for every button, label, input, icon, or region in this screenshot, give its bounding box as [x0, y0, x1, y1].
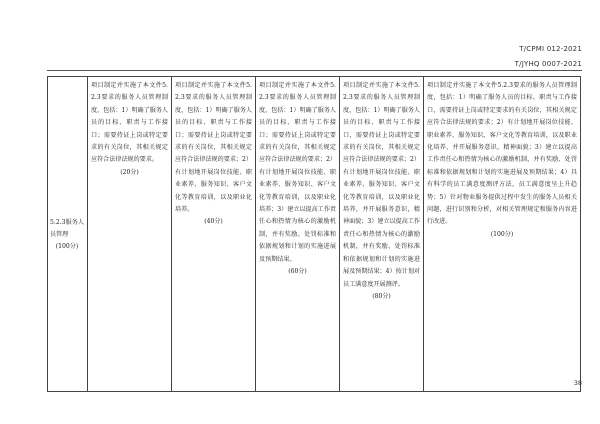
- scoring-table: [47, 76, 581, 392]
- page-number: 38: [573, 379, 582, 387]
- standard-number-jyhq: T/JYHQ 0007-2021: [514, 60, 582, 68]
- level-5-text: 项目制定并实施了本文件5.2.3要求的服务人员管理制度，包括：1）明确了服务人员的目标、职责与工作接口，需要持证上岗或特定要求的有关岗位，其相关规定应符合法律法规的要求；2）有计划地开展岗位技能、职业素养、服务知识、客户文化等教育培训，以及职业化培养，并开展服务意识，精神面貌；3）建立以提高工作责任心和热情为核心的激励机制，并有奖励、处罚标准和依据规划和计划的实施进展及预期结果；4）具有科学的员工满意度测评方法，员工满意度呈上升趋势；5）针对物业服务提供过程中发生的服务人员相关问题，进行识别和分析，对相关管理规定和服务内容进行改进。: [427, 82, 577, 226]
- item-score: (100分): [55, 242, 79, 250]
- level-1-text: 项目制定并实施了本文件5.2.3要求的服务人员管理制度，包括：1）明确了服务人员的目标、职责与工作接口；需要持证上岗或特定要求的有关岗位，其相关规定应符合法律法规的要求。: [91, 82, 169, 164]
- level-4-score: (80分): [372, 292, 391, 300]
- header-rule: [47, 70, 582, 71]
- item-cell: [48, 77, 88, 392]
- level-3-text: 项目制定并实施了本文件5.2.3要求的服务人员管理制度，包括：1）明确了服务人员的目标、职责与工作接口；需要持证上岗或特定要求的有关岗位，其相关规定应符合法律法规的要求；2）有计划地开展岗位技能、职业素养、服务知识、客户文化等教育培训，以及职业化培养；3）建立以提高工作责任心和热情为核心的激励机制，并有奖励、处罚标准和依据规划和计划的实施进展及预期结果。: [259, 82, 337, 263]
- level-1-cell: [88, 77, 172, 392]
- level-5-score: (100分): [490, 230, 514, 238]
- level-2-text: 项目制定并实施了本文件5.2.3要求的服务人员管理制度，包括：1）明确了服务人员的目标、职责与工作接口；需要持证上岗或特定要求的有关岗位，其相关规定应符合法律法规的要求；2）有计划地开展岗位技能、职业素养、服务知识、客户文化等教育培训，以及职业化培养。: [175, 82, 253, 214]
- level-2-cell: [172, 77, 256, 392]
- level-1-score: (20分): [120, 168, 139, 176]
- item-label: 5.2.3服务人员管理: [50, 218, 84, 238]
- level-2-score: (40分): [204, 218, 223, 226]
- level-5-cell: [424, 77, 581, 392]
- level-4-text: 项目制定并实施了本文件5.2.3要求的服务人员管理制度，包括：1）明确了服务人员的目标、职责与工作接口，需要持证上岗或特定要求的有关岗位，其相关规定应符合法律法规的要求；2）有计划地开展岗位技能、职业素养、服务知识、客户文化等教育培训，以及职业化培养，并开展服务意识，精神面貌；3）建立以提高工作责任心和热情为核心的激励机制，并有奖励、处罚标准和依据规划和计划的实施进展及预期结果；4）按计划对员工满意度开展测评。: [343, 82, 421, 288]
- standard-number-cpmi: T/CPMI 012-2021: [519, 45, 582, 53]
- table-row: [48, 77, 581, 392]
- level-4-cell: [340, 77, 424, 392]
- level-3-score: (60分): [288, 268, 307, 276]
- level-3-cell: [256, 77, 340, 392]
